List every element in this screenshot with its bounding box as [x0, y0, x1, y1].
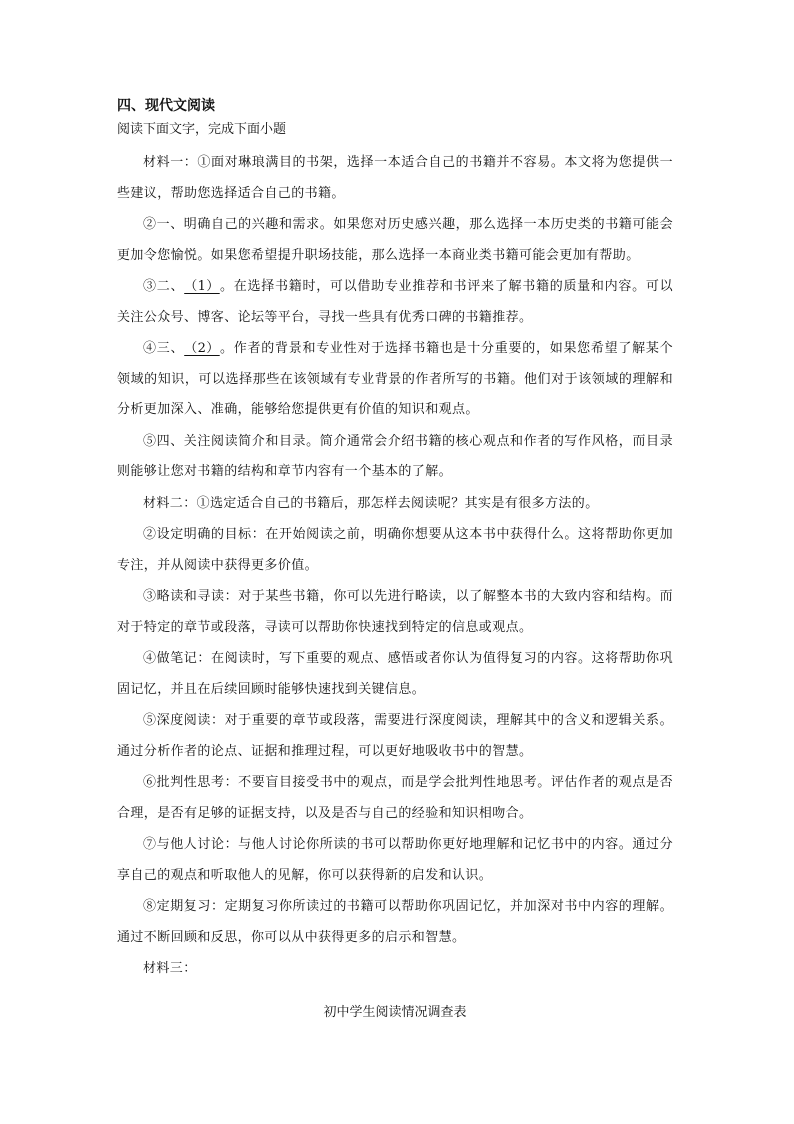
material1-paragraph-1: 材料一：①面对琳琅满目的书架，选择一本适合自己的书籍并不容易。本文将为您提供一些建议，帮助您选择适合自己的书籍。	[117, 155, 673, 201]
material1-p4-rest: 。作者的背景和专业性对于选择书籍也是十分重要的，如果您希望了解某个领域的知识，可以选择那些在该领域有专业背景的作者所写的书籍。他们对于该领域的理解和分析更加深入、准确，能够给您提供更有价值的知识和观点。	[117, 341, 674, 417]
material1-p3-rest: 。在选择书籍时，可以借助专业推荐和书评来了解书籍的质量和内容。可以关注公众号、博客、论坛等平台，寻找一些具有优秀口碑的书籍推荐。	[117, 279, 674, 325]
fill-blank-1: （1）	[184, 279, 220, 294]
material1-paragraph-5: ⑤四、关注阅读简介和目录。简介通常会介绍书籍的核心观点和作者的写作风格，而目录则能够让您对书籍的结构和章节内容有一个基本的了解。	[117, 433, 673, 479]
material2-paragraph-7: ⑦与他人讨论：与他人讨论你所读的书可以帮助你更好地理解和记忆书中的内容。通过分享自己的观点和听取他人的见解，你可以获得新的启发和认识。	[117, 837, 673, 883]
material1-paragraph-3	[117, 272, 673, 333]
material1-p4-prefix: ④三、	[143, 341, 185, 356]
material2-paragraph-2: ②设定明确的目标：在开始阅读之前，明确你想要从这本书中获得什么。这将帮助你更加专注，并从阅读中获得更多价值。	[117, 527, 673, 573]
material2-paragraph-8: ⑧定期复习：定期复习你所读过的书籍可以帮助你巩固记忆，并加深对书中内容的理解。通过不断回顾和反思，你可以从中获得更多的启示和智慧。	[117, 899, 673, 945]
material2-paragraph-4: ④做笔记：在阅读时，写下重要的观点、感悟或者你认为值得复习的内容。这将帮助你巩固记忆，并且在后续回顾时能够快速找到关键信息。	[117, 651, 673, 697]
section-title: 四、现代文阅读	[117, 98, 215, 114]
material1-paragraph-2: ②一、明确自己的兴趣和需求。如果您对历史感兴趣，那么选择一本历史类的书籍可能会更加令您愉悦。如果您希望提升职场技能，那么选择一本商业类书籍可能会更加有帮助。	[117, 217, 673, 263]
survey-table-title: 初中学生阅读情况调查表	[323, 1004, 467, 1020]
material2-paragraph-5: ⑤深度阅读：对于重要的章节或段落，需要进行深度阅读，理解其中的含义和逻辑关系。通过分析作者的论点、证据和推理过程，可以更好地吸收书中的智慧。	[117, 713, 673, 759]
material2-paragraph-1: 材料二：①选定适合自己的书籍后，那怎样去阅读呢？其实是有很多方法的。	[143, 495, 599, 511]
material1-p3-prefix: ③二、	[143, 279, 185, 294]
instruction-text: 阅读下面文字，完成下面小题	[117, 122, 287, 137]
material2-paragraph-3: ③略读和寻读：对于某些书籍，你可以先进行略读，以了解整本书的大致内容和结构。而对于特定的章节或段落，寻读可以帮助你快速找到特定的信息或观点。	[117, 589, 673, 635]
material3-label: 材料三：	[143, 961, 197, 976]
document-page	[117, 96, 673, 1023]
material2-paragraph-6: ⑥批判性思考：不要盲目接受书中的观点，而是学会批判性地思考。评估作者的观点是否合理，是否有足够的证据支持，以及是否与自己的经验和知识相吻合。	[117, 775, 673, 821]
fill-blank-2: （2）	[184, 341, 220, 356]
material1-paragraph-4	[117, 334, 673, 426]
